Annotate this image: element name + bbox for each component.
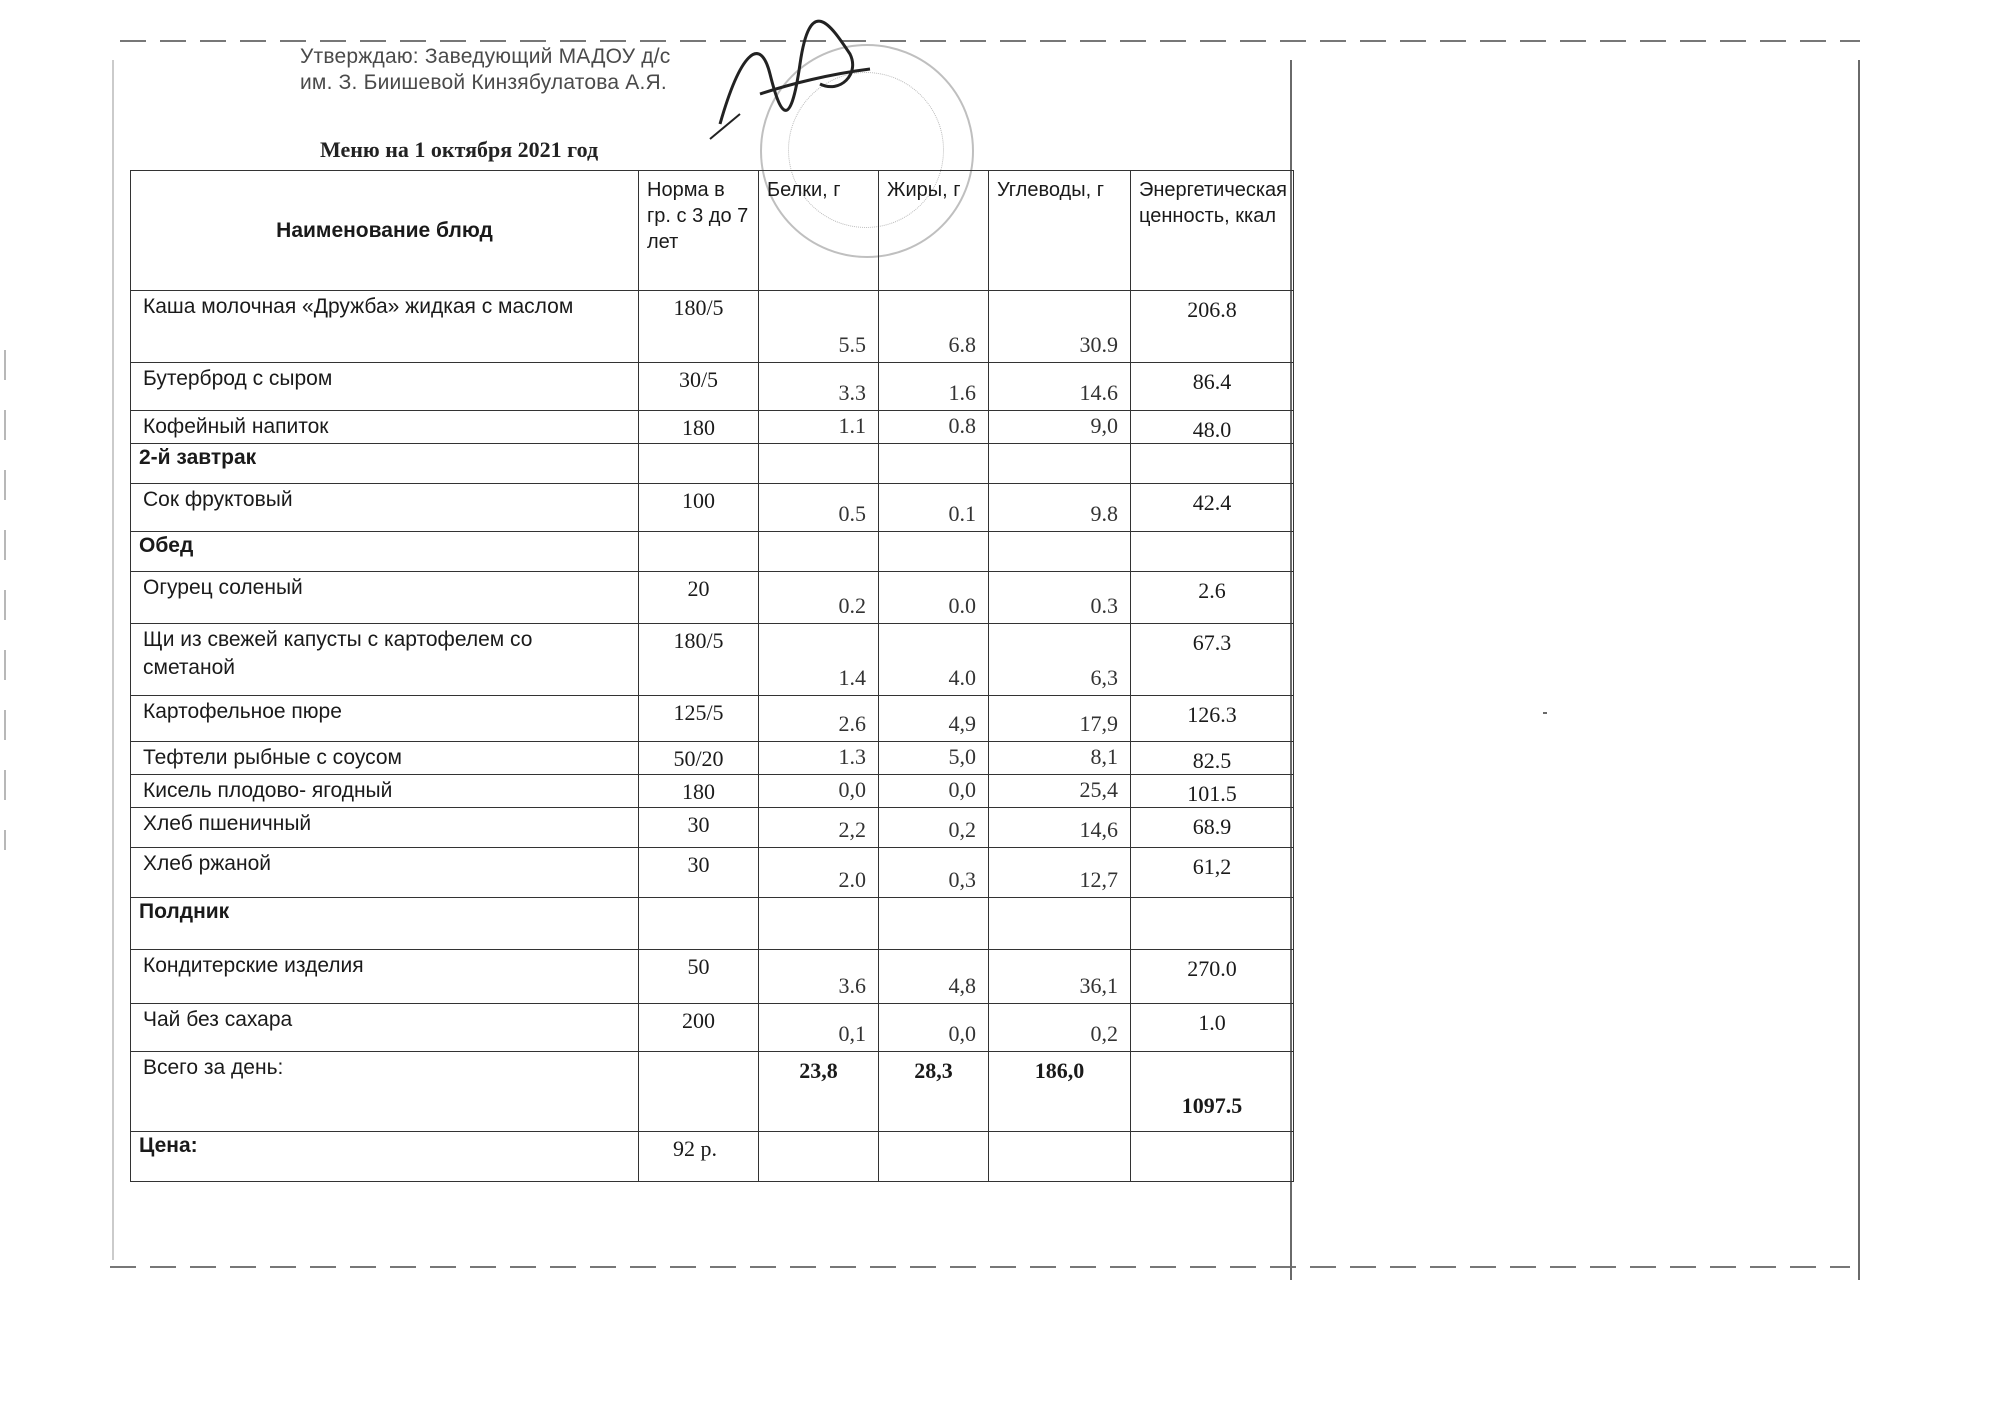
section-row: [131, 444, 1294, 484]
dish-fat: 0,3: [879, 848, 989, 898]
dish-energy: 86.4: [1131, 363, 1294, 411]
dish-name: Сок фруктовый: [131, 484, 639, 532]
section-empty-carbs: [989, 898, 1131, 950]
dish-name: Огурец соленый: [131, 572, 639, 624]
price-empty-1: [759, 1132, 879, 1182]
dish-protein: 1.1: [759, 411, 879, 444]
table-row: [131, 808, 1294, 848]
scan-border-bottom: [110, 1266, 1850, 1268]
dish-fat: 5,0: [879, 742, 989, 775]
dish-protein: 2.6: [759, 696, 879, 742]
table-header-row: [131, 171, 1294, 291]
dish-protein: 5.5: [759, 291, 879, 363]
dish-fat: 0,0: [879, 775, 989, 808]
section-title: Полдник: [131, 898, 639, 950]
table-row: [131, 363, 1294, 411]
dish-fat: 4,9: [879, 696, 989, 742]
handwritten-signature: [700, 14, 880, 144]
scan-border-top: [120, 40, 1860, 42]
dish-protein: 3.6: [759, 950, 879, 1004]
dish-norm: 180/5: [639, 624, 759, 696]
dish-fat: 0,2: [879, 808, 989, 848]
dish-norm: 125/5: [639, 696, 759, 742]
dish-name: Чай без сахара: [131, 1004, 639, 1052]
dish-carbs: 30.9: [989, 291, 1131, 363]
table-row: [131, 572, 1294, 624]
total-row: [131, 1052, 1294, 1132]
dish-norm: 50/20: [639, 742, 759, 775]
dish-name: Кондитерские изделия: [131, 950, 639, 1004]
table-row: [131, 742, 1294, 775]
menu-table: [130, 170, 1294, 1182]
dish-name: Каша молочная «Дружба» жидкая с маслом: [131, 291, 639, 363]
section-empty-norm: [639, 444, 759, 484]
header-carbs: Углеводы, г: [989, 171, 1131, 291]
price-empty-4: [1131, 1132, 1294, 1182]
dish-name: Щи из свежей капусты с картофелем со сметаной: [131, 624, 639, 696]
dish-carbs: 9,0: [989, 411, 1131, 444]
dish-energy: 42.4: [1131, 484, 1294, 532]
dish-energy: 270.0: [1131, 950, 1294, 1004]
approval-line-2: им. З. Биишевой Кинзябулатова А.Я.: [300, 71, 667, 94]
dish-name: Бутерброд с сыром: [131, 363, 639, 411]
price-value: 92 р.: [639, 1132, 759, 1182]
dish-norm: 20: [639, 572, 759, 624]
dish-name: Тефтели рыбные с соусом: [131, 742, 639, 775]
dish-norm: 30/5: [639, 363, 759, 411]
section-empty-fat: [879, 532, 989, 572]
dish-carbs: 14,6: [989, 808, 1131, 848]
section-empty-protein: [759, 898, 879, 950]
dish-protein: 2.0: [759, 848, 879, 898]
dish-protein: 0,1: [759, 1004, 879, 1052]
total-fat: 28,3: [879, 1052, 989, 1132]
dish-carbs: 9.8: [989, 484, 1131, 532]
dish-norm: 180: [639, 775, 759, 808]
section-row: [131, 532, 1294, 572]
dish-energy: 48.0: [1131, 411, 1294, 444]
dish-carbs: 0.3: [989, 572, 1131, 624]
price-label: Цена:: [131, 1132, 639, 1182]
dish-energy: 206.8: [1131, 291, 1294, 363]
dish-name: Хлеб пшеничный: [131, 808, 639, 848]
section-empty-protein: [759, 444, 879, 484]
dish-energy: 126.3: [1131, 696, 1294, 742]
dish-fat: 0.8: [879, 411, 989, 444]
section-empty-carbs: [989, 532, 1131, 572]
dish-protein: 1.4: [759, 624, 879, 696]
dish-carbs: 36,1: [989, 950, 1131, 1004]
section-empty-energy: [1131, 532, 1294, 572]
section-empty-norm: [639, 532, 759, 572]
section-empty-carbs: [989, 444, 1131, 484]
table-row: [131, 848, 1294, 898]
table-row: [131, 775, 1294, 808]
section-empty-protein: [759, 532, 879, 572]
header-norm: Норма в гр. с 3 до 7 лет: [639, 171, 759, 291]
dish-energy: 67.3: [1131, 624, 1294, 696]
dish-name: Кофейный напиток: [131, 411, 639, 444]
header-name: Наименование блюд: [131, 171, 639, 291]
dish-protein: 0.2: [759, 572, 879, 624]
section-empty-energy: [1131, 898, 1294, 950]
table-row: [131, 484, 1294, 532]
table-body: [131, 291, 1294, 1052]
dish-protein: 1.3: [759, 742, 879, 775]
dish-norm: 30: [639, 848, 759, 898]
dish-norm: 180/5: [639, 291, 759, 363]
dish-protein: 0,0: [759, 775, 879, 808]
header-protein: Белки, г: [759, 171, 879, 291]
section-row: [131, 898, 1294, 950]
dish-energy: 1.0: [1131, 1004, 1294, 1052]
table-row: [131, 1004, 1294, 1052]
dish-carbs: 0,2: [989, 1004, 1131, 1052]
header-fat: Жиры, г: [879, 171, 989, 291]
dish-energy: 82.5: [1131, 742, 1294, 775]
dish-protein: 3.3: [759, 363, 879, 411]
total-protein: 23,8: [759, 1052, 879, 1132]
total-norm-empty: [639, 1052, 759, 1132]
dish-norm: 50: [639, 950, 759, 1004]
price-empty-2: [879, 1132, 989, 1182]
section-title: 2-й завтрак: [131, 444, 639, 484]
dish-norm: 180: [639, 411, 759, 444]
dish-norm: 100: [639, 484, 759, 532]
scan-border-right-outer: [1858, 60, 1860, 1280]
scan-border-left: [112, 60, 114, 1260]
scan-dot: [1543, 712, 1547, 714]
dish-carbs: 6,3: [989, 624, 1131, 696]
dish-carbs: 17,9: [989, 696, 1131, 742]
dish-energy: 61,2: [1131, 848, 1294, 898]
dish-fat: 4.0: [879, 624, 989, 696]
dish-carbs: 14.6: [989, 363, 1131, 411]
section-empty-energy: [1131, 444, 1294, 484]
total-carbs: 186,0: [989, 1052, 1131, 1132]
dish-fat: 4,8: [879, 950, 989, 1004]
table-row: [131, 291, 1294, 363]
total-label: Всего за день:: [131, 1052, 639, 1132]
dish-fat: 6.8: [879, 291, 989, 363]
dish-fat: 0.1: [879, 484, 989, 532]
section-title: Обед: [131, 532, 639, 572]
approval-block: [300, 44, 670, 96]
approval-line-1: Утверждаю: Заведующий МАДОУ д/с: [300, 45, 671, 68]
dish-fat: 0.0: [879, 572, 989, 624]
dish-fat: 1.6: [879, 363, 989, 411]
total-energy: 1097.5: [1131, 1052, 1294, 1132]
dish-energy: 2.6: [1131, 572, 1294, 624]
table-row: [131, 696, 1294, 742]
table-row: [131, 950, 1294, 1004]
price-row: [131, 1132, 1294, 1182]
dish-carbs: 25,4: [989, 775, 1131, 808]
dish-carbs: 12,7: [989, 848, 1131, 898]
section-empty-fat: [879, 444, 989, 484]
table-row: [131, 411, 1294, 444]
page-title: Меню на 1 октября 2021 год: [320, 137, 599, 162]
price-empty-3: [989, 1132, 1131, 1182]
dish-norm: 30: [639, 808, 759, 848]
dish-name: Кисель плодово- ягодный: [131, 775, 639, 808]
section-empty-fat: [879, 898, 989, 950]
dish-fat: 0,0: [879, 1004, 989, 1052]
dish-norm: 200: [639, 1004, 759, 1052]
dish-carbs: 8,1: [989, 742, 1131, 775]
header-energy: Энергетическая ценность, ккал: [1131, 171, 1294, 291]
dish-energy: 101.5: [1131, 775, 1294, 808]
dish-name: Картофельное пюре: [131, 696, 639, 742]
dish-name: Хлеб ржаной: [131, 848, 639, 898]
dish-protein: 2,2: [759, 808, 879, 848]
table-row: [131, 624, 1294, 696]
scan-left-edge: [4, 350, 6, 850]
dish-energy: 68.9: [1131, 808, 1294, 848]
dish-protein: 0.5: [759, 484, 879, 532]
section-empty-norm: [639, 898, 759, 950]
